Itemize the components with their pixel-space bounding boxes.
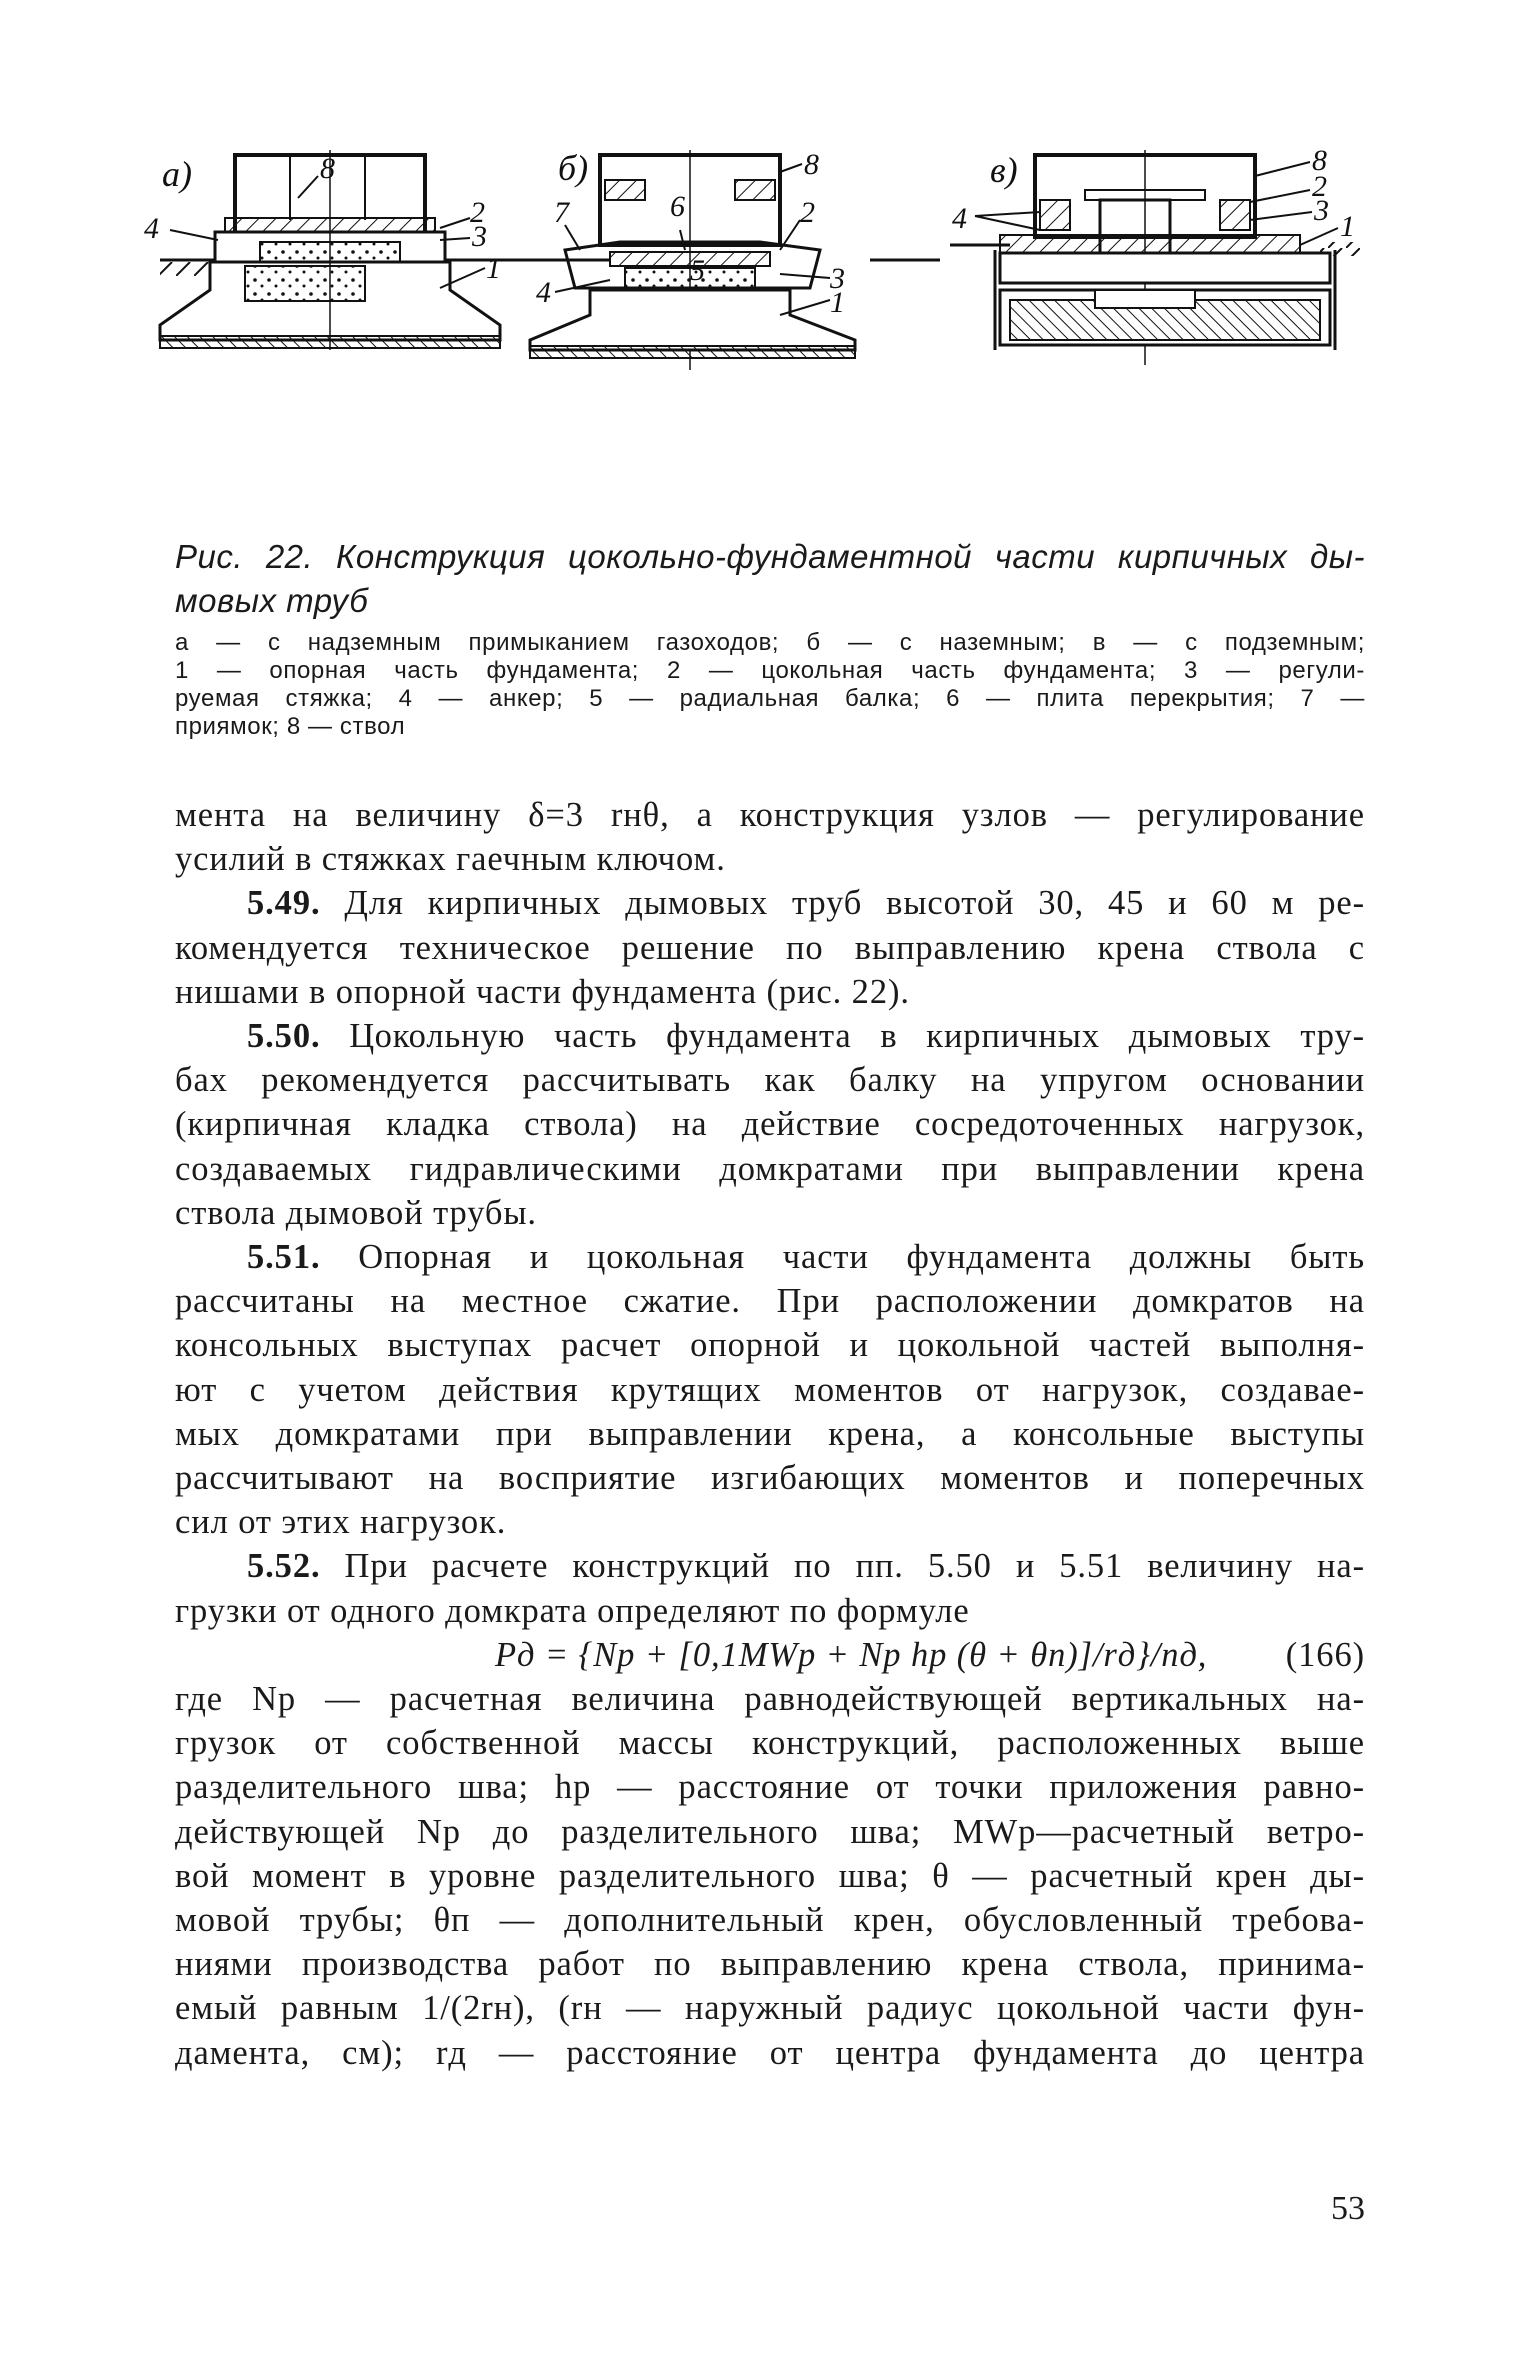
callout-b-6: 6 xyxy=(670,190,685,223)
caption-legend-line: а — с надземным примыканием газоходов; б — с наземным; в — с подземным; xyxy=(175,629,1365,656)
callout-a-8: 8 xyxy=(320,152,335,185)
callout-b-5: 5 xyxy=(690,254,705,287)
callout-v-8: 8 xyxy=(1312,150,1327,177)
caption-legend xyxy=(175,629,1365,741)
formula-number: (166) xyxy=(1285,1635,1365,1674)
formula-166 xyxy=(175,1633,1365,1677)
text-line: ниями производства работ по выправлению крена ствола, принима- xyxy=(175,1945,1365,1984)
foundation-drawings xyxy=(140,150,1390,520)
text-fragment: Для кирпичных дымовых труб высотой 30, 45 и 60 м ре- xyxy=(320,884,1365,923)
text-line xyxy=(175,1544,1365,1588)
figure-22 xyxy=(140,150,1390,520)
text-line xyxy=(175,1235,1365,1279)
callout-b-3: 3 xyxy=(830,262,845,295)
text-line: создаваемых гидравлическими домкратами при выправлении крена xyxy=(175,1149,1365,1188)
callout-v-4: 4 xyxy=(952,202,967,235)
callout-a-3: 3 xyxy=(472,220,487,253)
callout-b-2: 2 xyxy=(800,196,815,229)
text-line: рассчитывают на восприятие изгибающих моментов и поперечных xyxy=(175,1459,1365,1498)
paragraph-5-50 xyxy=(175,1014,1365,1235)
text-line: ют с учетом действия крутящих моментов от нагрузок, создавае- xyxy=(175,1370,1365,1409)
text-line: грузки от одного домкрата определяют по формуле xyxy=(175,1591,970,1630)
text-line xyxy=(175,881,1365,925)
text-line: рассчитаны на местное сжатие. При расположении домкратов на xyxy=(175,1282,1365,1321)
text-line: действующей Np до разделительного шва; MWp—расчетный ветро- xyxy=(175,1812,1365,1851)
text-line: дамента, см); rд — расстояние от центра фундамента до центра xyxy=(175,2033,1365,2072)
caption-legend-line: приямок; 8 — ствол xyxy=(175,713,406,740)
text-fragment: Цокольную часть фундамента в кирпичных дымовых тру- xyxy=(320,1017,1365,1056)
callout-a-2: 2 xyxy=(470,196,485,229)
callout-v-2: 2 xyxy=(1312,170,1327,203)
text-fragment: При расчете конструкций по пп. 5.50 и 5.51 величину на- xyxy=(320,1547,1365,1586)
text-line: разделительного шва; hp — расстояние от точки приложения равно- xyxy=(175,1768,1365,1807)
paragraph-5-51 xyxy=(175,1235,1365,1544)
text-line: ствола дымовой трубы. xyxy=(175,1193,537,1232)
callout-v-3: 3 xyxy=(1314,194,1329,227)
panel-label-b: б) xyxy=(558,150,589,188)
body-text xyxy=(175,793,1365,2075)
caption-title-line: мовых труб xyxy=(175,582,369,619)
panel-label-v: в) xyxy=(990,150,1018,190)
callout-b-4: 4 xyxy=(536,276,551,309)
paragraph-number: 5.49. xyxy=(247,884,321,923)
text-fragment: Опорная и цокольная части фундамента должны быть xyxy=(320,1238,1365,1277)
figure-caption xyxy=(175,535,1365,741)
callout-b-7: 7 xyxy=(554,196,569,229)
callout-v-1: 1 xyxy=(1340,210,1355,243)
text-line: консольных выступах расчет опорной и цокольной частей выполня- xyxy=(175,1326,1365,1365)
text-line xyxy=(175,1014,1365,1058)
callout-a-1: 1 xyxy=(486,252,501,285)
text-line: мых домкратами при выправлении крена, а консольные выступы xyxy=(175,1414,1365,1453)
page-number: 53 xyxy=(1331,2190,1365,2227)
callout-a-4: 4 xyxy=(144,212,159,245)
caption-legend-line: руемая стяжка; 4 — анкер; 5 — радиальная балка; 6 — плита перекрытия; 7 — xyxy=(175,685,1365,712)
paragraph-continuation xyxy=(175,793,1365,881)
text-line: усилий в стяжках гаечным ключом. xyxy=(175,840,726,879)
formula-expression: Pд = {Np + [0,1MWp + Np hp (θ + θп)]/rд}/nд, xyxy=(495,1635,1208,1674)
text-line: емый равным 1/(2rн), (rн — наружный радиус цокольной части фун- xyxy=(175,1989,1365,2028)
callout-b-1: 1 xyxy=(830,286,845,319)
text-line: бах рекомендуется рассчитывать как балку на упругом основании xyxy=(175,1061,1365,1100)
callout-b-8: 8 xyxy=(804,150,819,181)
text-line: нишами в опорной части фундамента (рис. 22). xyxy=(175,972,910,1011)
paragraph-where xyxy=(175,1677,1365,2075)
paragraph-number: 5.51. xyxy=(247,1238,321,1277)
text-line: вой момент в уровне разделительного шва; θ — расчетный крен ды- xyxy=(175,1856,1365,1895)
text-line: (кирпичная кладка ствола) на действие сосредоточенных нагрузок, xyxy=(175,1105,1365,1144)
text-line: мента на величину δ=3 rнθ, а конструкция узлов — регулирование xyxy=(175,796,1365,834)
paragraph-5-52 xyxy=(175,1544,1365,1632)
text-line: сил от этих нагрузок. xyxy=(175,1503,507,1542)
caption-title xyxy=(175,535,1365,623)
paragraph-5-49 xyxy=(175,881,1365,1014)
text-line: комендуется техническое решение по выправлению крена ствола с xyxy=(175,928,1365,967)
panel-a-drawing xyxy=(144,150,520,350)
caption-legend-line: 1 — опорная часть фундамента; 2 — цокольная часть фундамента; 3 — регули- xyxy=(175,657,1365,684)
text-line: мовой трубы; θп — дополнительный крен, обусловленный требова- xyxy=(175,1901,1365,1940)
text-line: где Np — расчетная величина равнодействующей вертикальных на- xyxy=(175,1680,1365,1719)
paragraph-number: 5.52. xyxy=(247,1547,321,1586)
paragraph-number: 5.50. xyxy=(247,1017,321,1056)
text-line: грузок от собственной массы конструкций, расположенных выше xyxy=(175,1724,1365,1763)
panel-label-a: а) xyxy=(162,154,192,194)
caption-title-line: Рис. 22. Конструкция цокольно-фундаментной части кирпичных ды- xyxy=(175,538,1365,575)
